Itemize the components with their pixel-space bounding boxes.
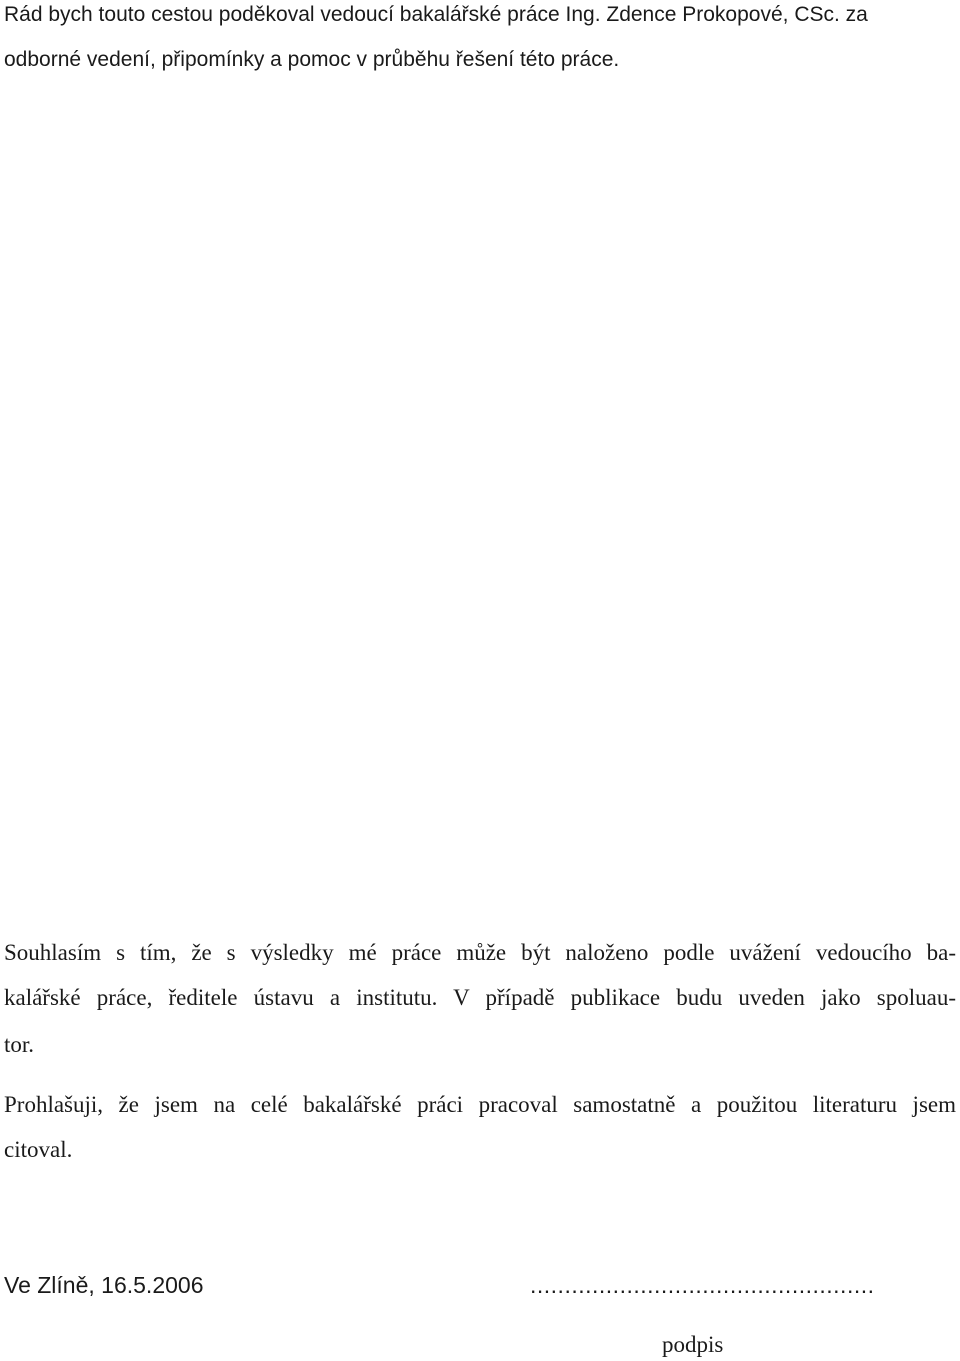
consent-line-1: Souhlasím s tím, že s výsledky mé práce může být naloženo podle uvážení vedoucího ba- xyxy=(4,940,956,965)
consent-line-2: kalářské práce, ředitele ústavu a institutu. V případě publikace budu uveden jako spoluau- xyxy=(4,985,956,1010)
declaration-line-1: Prohlašuji, že jsem na celé bakalářské práci pracoval samostatně a použitou literaturu jsem xyxy=(4,1092,956,1117)
signature-line: .................................................. xyxy=(530,1272,875,1298)
declaration-line-2: citoval. xyxy=(4,1137,73,1162)
signature-label: podpis xyxy=(662,1332,724,1357)
place-and-date: Ve Zlíně, 16.5.2006 xyxy=(4,1272,204,1298)
consent-line-3: tor. xyxy=(4,1032,35,1057)
acknowledgement-line-2: odborné vedení, připomínky a pomoc v průběhu řešení této práce. xyxy=(4,48,620,71)
acknowledgement-line-1: Rád bych touto cestou poděkoval vedoucí bakalářské práce Ing. Zdence Prokopové, CSc. za xyxy=(4,3,868,26)
